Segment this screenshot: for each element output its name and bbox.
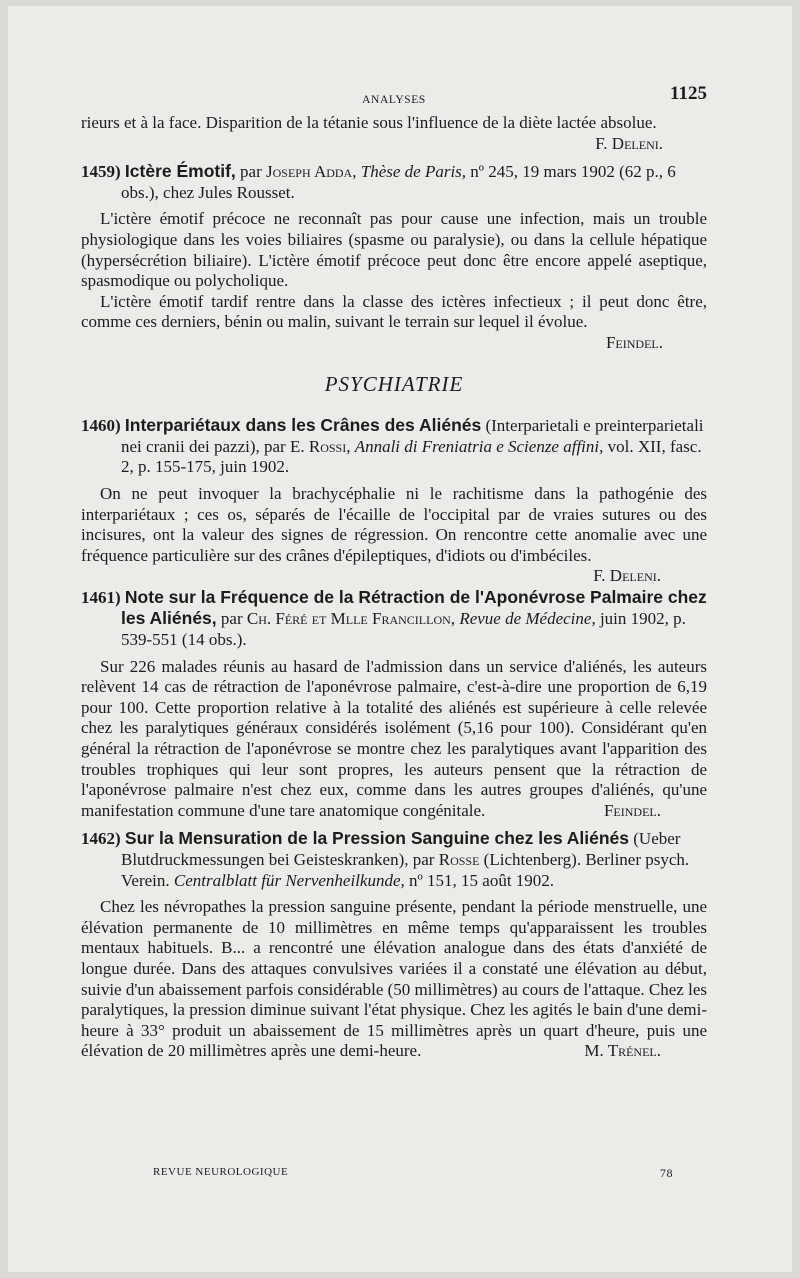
- entry-details-a: (Lichtenberg). Berliner psych. Verein.: [121, 850, 690, 890]
- entry-source: Revue de Médecine,: [459, 609, 596, 629]
- entry-number: 1460): [81, 416, 121, 436]
- entry-title: Ictère Émotif,: [124, 161, 236, 182]
- entry-1460-text: On ne peut invoquer la brachycéphalie ni le rachitisme dans la pathogénie des interpariétaux ; ces os, séparés de l'écaille de l'occipital par de vraies sutures ou des incisures, ont la valeur des signes de régression. On rencontre cette anomalie avec une fréquence particulière sur des crânes d'épileptiques, d'idiots ou d'imbéciles.: [81, 483, 707, 565]
- entry-1461-paragraph: [81, 657, 707, 822]
- page-content: [81, 84, 707, 1062]
- entry-1460-paragraph: [81, 483, 707, 586]
- intro-paragraph: [81, 113, 707, 134]
- entry-details-b: nº 151, 15 août 1902.: [409, 870, 555, 890]
- entry-title: Interpariétaux dans les Crânes des Aliénés: [124, 415, 482, 436]
- entry-1459-paragraph-1: L'ictère émotif précoce ne reconnaît pas pour cause une infection, mais un trouble physiologique dans les voies biliaires (spasme ou paralysie), ou dans la cellule hépatique (hypersécrétion biliaire). L'ictère émotif précoce peut donc être encore appelé aseptique, spasmodique ou polycholique.: [81, 209, 707, 291]
- entry-1462-signature: M. Trénel.: [584, 1041, 661, 1061]
- entry-details: nº 245, 19 mars 1902 (62 p., 6 obs.), chez Jules Rousset.: [121, 162, 676, 202]
- footer-journal-name: REVUE NEUROLOGIQUE: [153, 1166, 289, 1178]
- entry-1461-heading: [81, 587, 707, 651]
- entry-by: par: [240, 162, 262, 182]
- entry-source: Centralblatt für Nervenheilkunde,: [173, 870, 405, 890]
- intro-text: rieurs et à la face. Disparition de la tétanie sous l'influence de la diète lactée absolue.: [81, 113, 657, 132]
- entry-number: 1461): [81, 587, 121, 607]
- entry-1462-text: Chez les névropathes la pression sanguine présente, pendant la période menstruelle, une élévation permanente de 10 millimètres en même temps qu'apparaissent les troubles mentaux habituels. B... a rencontré une élévation analogue dans des états d'anxiété de longue durée. Dans des attaques convulsives variées il a constaté une élévation au début, suivie d'un abaissement parfois considérable (50 millimètres) au cours de l'attaque. Chez les paralytiques, la pression diminue suivant l'état physique. Chez les agités le bain d'une demi-heure à 33° produit un abaissement de 15 millimètres après un quart d'heure, puis une élévation de 20 millimètres après une demi-heure.: [81, 897, 707, 1061]
- entry-1459-heading: [81, 161, 707, 203]
- entry-1459-paragraph-2: L'ictère émotif tardif rentre dans la classe des ictères infectieux ; il peut donc être, comme ces derniers, bénin ou malin, suivant le terrain sur lequel il évolue.: [81, 291, 707, 332]
- running-head: ANALYSES: [362, 94, 426, 106]
- entry-1459-signature: Feindel.: [605, 332, 663, 352]
- entry-1460-heading: [81, 415, 707, 478]
- entry-number: 1459): [81, 162, 121, 182]
- entry-number: 1462): [81, 829, 121, 849]
- entry-1461-text: Sur 226 malades réunis au hasard de l'admission dans un service d'aliénés, les auteurs relèvent 14 cas de rétraction de l'aponévrose palmaire, c'est-à-dire une proportion de 6,19 pour 100. Cette proportion relative à la totalité des aliénés est supérieure à celle relevée chez les paralytiques généraux considérés isolément (5,16 pour 100). Considérant qu'en général la rétraction de l'aponévrose se montre chez les paralytiques avant l'apparition des troubles trophiques qui leur sont propres, les auteurs pensent que la rétraction de l'aponévrose palmaire n'est chez eux, comme dans les autres groupes d'aliénés, qu'une manifestation commune d'une tare anatomique congénitale.: [81, 656, 707, 820]
- entry-author: Joseph Adda,: [266, 162, 357, 182]
- entry-1461-signature: Feindel.: [603, 800, 661, 820]
- entry-title: Note sur la Fréquence de la Rétraction de l'Aponévrose Palmaire chez les Aliénés,: [121, 586, 707, 629]
- entry-original-title: (Ueber Blutdruckmessungen bei Geisteskranken), par: [121, 829, 681, 869]
- entry-author: Ch. Féré et Mlle Francillon,: [246, 609, 456, 629]
- entry-1462-heading: [81, 828, 707, 891]
- page-header: [81, 84, 707, 110]
- entry-details: vol. XII, fasc. 2, p. 155-175, juin 1902.: [121, 436, 702, 477]
- entry-author: Rosse: [438, 850, 480, 869]
- entry-1460-signature: F. Deleni.: [593, 566, 661, 586]
- entry-1462-paragraph: [81, 897, 707, 1062]
- page: [8, 6, 792, 1272]
- entry-title: Sur la Mensuration de la Pression Sanguine chez les Aliénés: [124, 828, 630, 849]
- section-title: PSYCHIATRIE: [324, 371, 464, 396]
- page-number: 1125: [670, 83, 707, 104]
- entry-source: Thèse de Paris,: [360, 162, 467, 182]
- entry-source: Annali di Freniatria e Scienze affini,: [354, 436, 604, 456]
- entry-details: juin 1902, p. 539-551 (14 obs.).: [121, 609, 686, 650]
- footer-sheet-number: 78: [660, 1166, 673, 1180]
- entry-original-title: (Interparietali e preinterparietali nei cranii dei pazzi), par: [121, 416, 704, 456]
- entry-author: E. Rossi,: [289, 436, 351, 456]
- entry-by: par: [220, 609, 243, 629]
- intro-signature: F. Deleni.: [595, 133, 663, 153]
